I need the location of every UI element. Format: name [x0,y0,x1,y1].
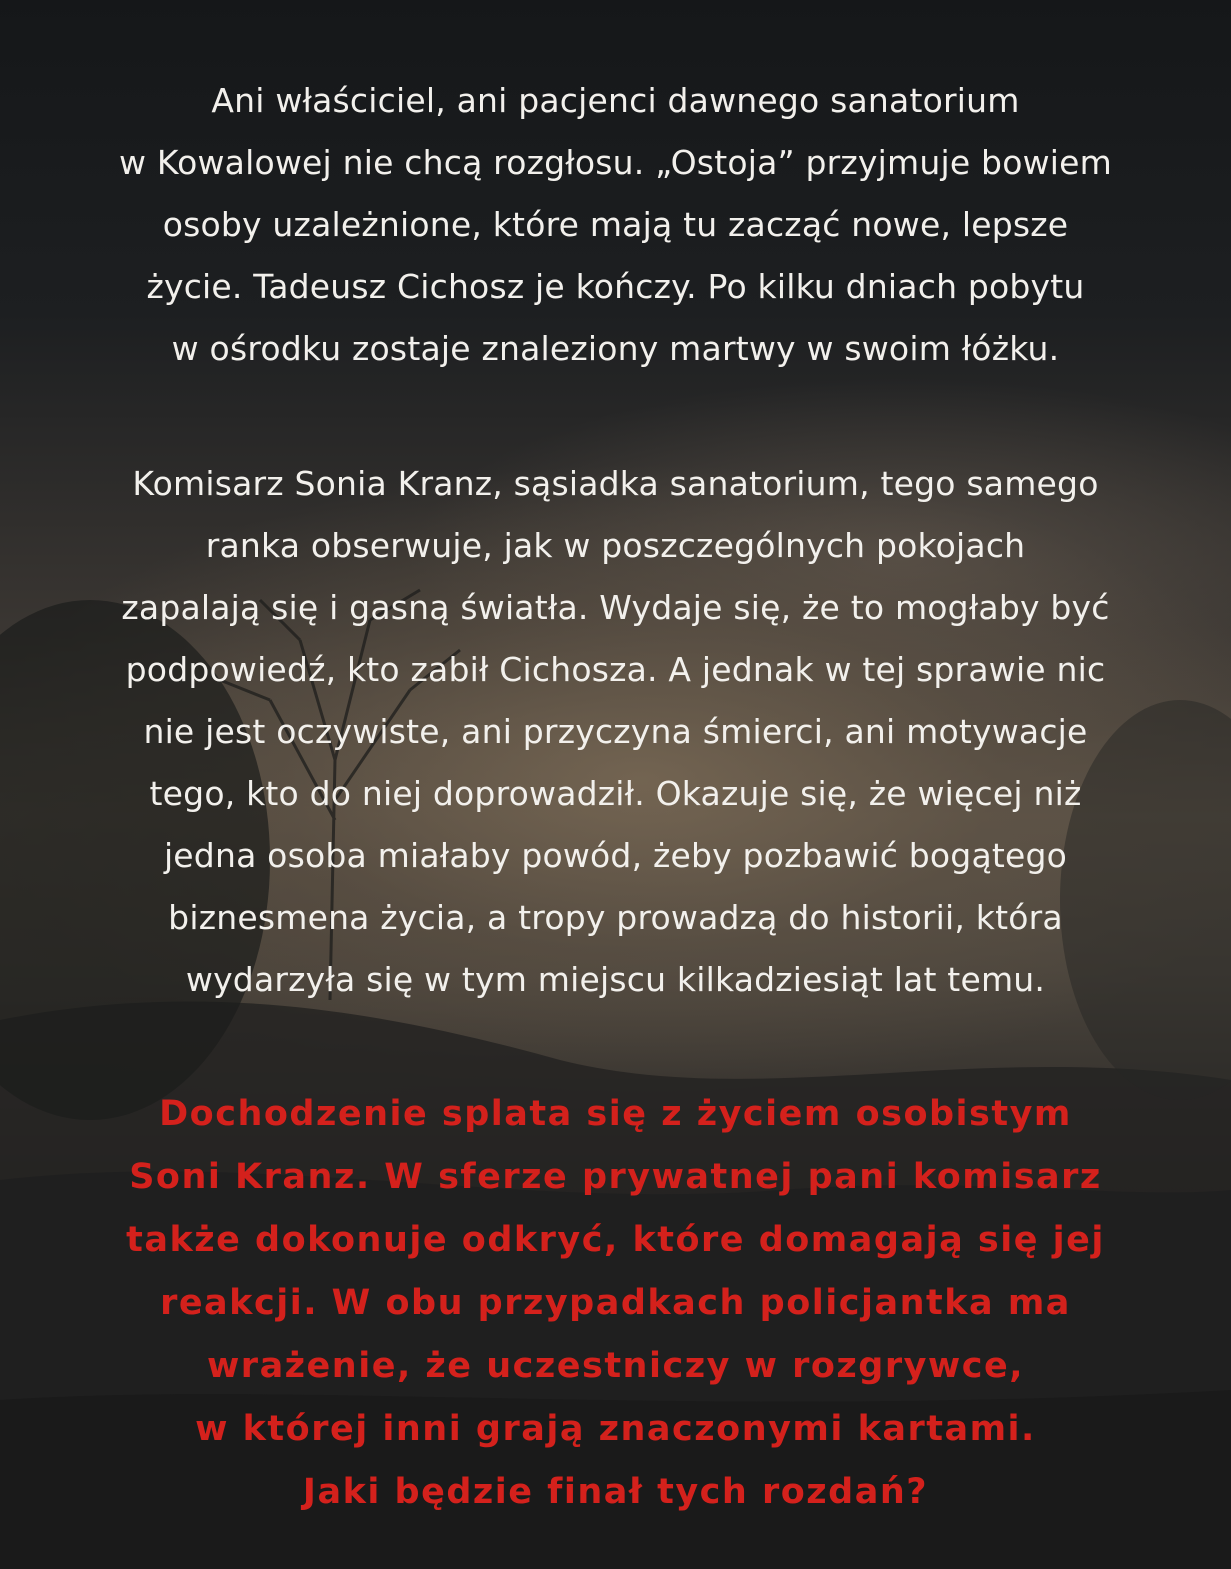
paragraph-1-line-2: w Kowalowej nie chcą rozgłosu. „Ostoja” przyjmuje bowiem [119,143,1112,182]
paragraph-2-line-6: tego, kto do niej doprowadził. Okazuje się, że więcej niż [149,774,1082,813]
highlight-line-7: Jaki będzie finał tych rozdań? [302,1472,929,1512]
paragraph-1-line-4: życie. Tadeusz Cichosz je kończy. Po kilku dniach pobytu [146,267,1085,306]
highlight-line-3: także dokonuje odkryć, które domagają się jej [126,1220,1105,1260]
paragraph-2-line-8: biznesmena życia, a tropy prowadzą do historii, która [168,898,1063,937]
description-paragraph-2 [0,453,1231,1011]
paragraph-1-line-1: Ani właściciel, ani pacjenci dawnego sanatorium [211,81,1020,120]
highlight-line-4: reakcji. W obu przypadkach policjantka ma [160,1283,1071,1323]
paragraph-2-line-7: jedna osoba miałaby powód, żeby pozbawić bogątego [163,836,1068,875]
paragraph-1-line-3: osoby uzależnione, które mają tu zacząć nowe, lepsze [162,205,1069,244]
paragraph-1-line-5: w ośrodku zostaje znaleziony martwy w swoim łóżku. [171,329,1060,368]
highlight-paragraph [0,1083,1231,1524]
paragraph-2-line-2: ranka obserwuje, jak w poszczególnych pokojach [205,526,1026,565]
description-paragraph-1 [0,70,1231,380]
paragraph-2-line-3: zapalają się i gasną światła. Wydaje się, że to mogłaby być [121,588,1110,627]
paragraph-2-line-5: nie jest oczywiste, ani przyczyna śmierci, ani motywacje [143,712,1088,751]
highlight-line-1: Dochodzenie splata się z życiem osobistym [159,1094,1072,1134]
paragraph-2-line-9: wydarzyła się w tym miejscu kilkadziesiąt lat temu. [185,960,1046,999]
highlight-line-5: wrażenie, że uczestniczy w rozgrywce, [206,1346,1025,1386]
highlight-line-2: Soni Kranz. W sferze prywatnej pani komisarz [129,1157,1102,1197]
paragraph-2-line-1: Komisarz Sonia Kranz, sąsiadka sanatorium, tego samego [132,464,1099,503]
highlight-line-6: w której inni grają znaczonymi kartami. [195,1409,1036,1449]
paragraph-2-line-4: podpowiedź, kto zabił Cichosza. A jednak w tej sprawie nic [125,650,1106,689]
